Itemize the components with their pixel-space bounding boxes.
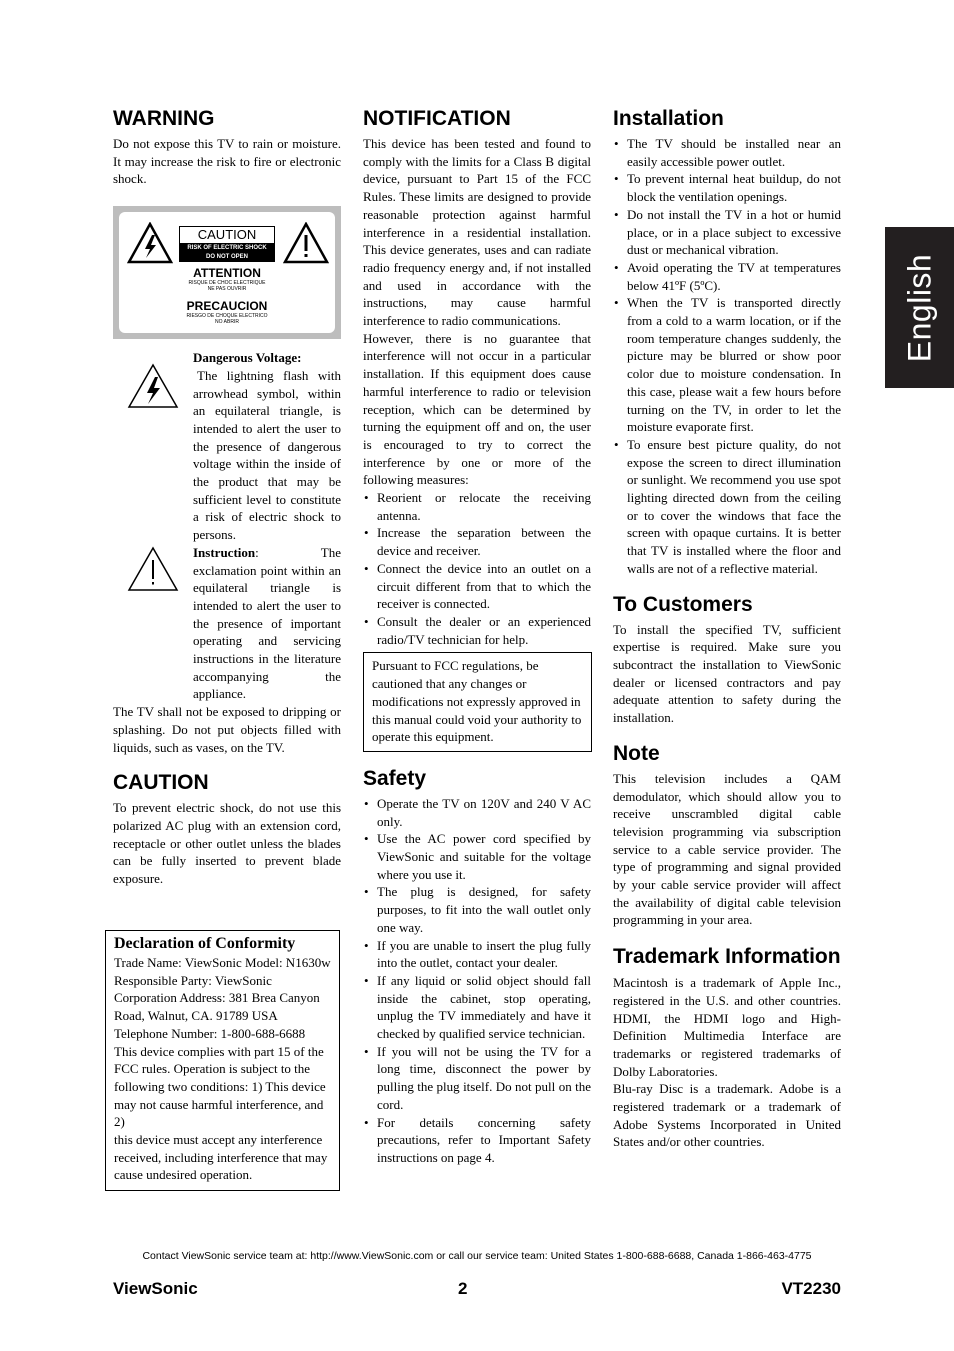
conformity-text-2: this device must accept any interference received, including interference that may cause undesired operation. <box>114 1132 328 1183</box>
contact-line: Contact ViewSonic service team at: http://www.ViewSonic.com or call our service team: United States 1-800-688-6688, Canada 1-866-463-4775 <box>142 1250 812 1262</box>
list-item: • Increase the separation between the device and receiver. <box>363 524 591 559</box>
drip-text: The TV shall not be exposed to dripping or splashing. Do not put objects filled with liquids, such as vases, on the TV. <box>113 704 341 755</box>
list-item: • For details concerning safety precautions, refer to Important Safety instructions on page 4. <box>363 1114 591 1167</box>
instruction-block <box>113 544 341 703</box>
list-item: • Do not install the TV in a hot or humid place, or in a place subject to excessive dust or mechanical vibration. <box>613 206 841 259</box>
safety-heading: Safety <box>363 766 427 790</box>
list-item: • The TV should be installed near an easily accessible power outlet. <box>613 135 841 170</box>
caution-heading: CAUTION <box>113 771 209 795</box>
list-item: • Use the AC power cord specified by ViewSonic and suitable for the voltage where you use it. <box>363 830 591 883</box>
customers-text: To install the specified TV, sufficient expertise is required. Make sure you subcontract the installation to ViewSonic dealer or licensed contractors and pay adequate attention to safety during the installation. <box>613 621 841 726</box>
exclamation-warning-icon <box>283 222 329 264</box>
safety-list <box>363 795 591 1167</box>
lightning-warning-icon <box>127 222 173 264</box>
list-item: • If you will not be using the TV for a long time, disconnect the power by pulling the plug itself. Do not pull on the cord. <box>363 1043 591 1114</box>
warning-heading: WARNING <box>113 107 215 130</box>
installation-heading: Installation <box>613 107 724 130</box>
footer-brand: ViewSonic <box>113 1279 198 1298</box>
list-item: • If you are unable to insert the plug fully into the outlet, contact your dealer. <box>363 937 591 972</box>
label-caution: CAUTION <box>179 226 275 244</box>
fcc-regulations-box: Pursuant to FCC regulations, be cautioned that any changes or modifications not expressly approved in this manual could void your authority to operate this equipment. <box>363 652 592 752</box>
dangerous-voltage-block <box>113 349 341 544</box>
list-item: • Reorient or relocate the receiving antenna. <box>363 489 591 524</box>
list-item: • To ensure best picture quality, do not expose the screen to direct illumination or sunlight. We recommend you use spot lighting directed down from the ceiling or to cover the windows that face the screen with opaque curtains. It is better that TV is installed where the floor and walls are not of a reflective material. <box>613 436 841 578</box>
instruction-paragraph <box>193 544 341 703</box>
lightning-triangle-icon <box>127 363 179 409</box>
notification-measures-list <box>363 489 591 648</box>
column-middle <box>363 106 591 1167</box>
list-item: • Avoid operating the TV at temperatures below 41ºF (5ºC). <box>613 259 841 294</box>
declaration-of-conformity-box <box>105 930 340 1191</box>
conformity-title: Declaration of Conformity <box>114 935 296 952</box>
column-right <box>613 106 841 1151</box>
column-left <box>113 106 341 888</box>
caution-text: To prevent electric shock, do not use this polarized AC plug with an extension cord, receptacle or other outlet unless the blades can be fully inserted to prevent blade exposure. <box>113 800 341 887</box>
caution-label-image <box>113 206 341 339</box>
trademark-text-2: Blu-ray Disc is a trademark. Adobe is a registered trademark or a trademark of Adobe Systems Incorporated in United States and/or other countries. <box>613 1081 841 1150</box>
label-precaucion-sub2: NO ABRIR <box>215 319 239 326</box>
notification-text-2: However, there is no guarantee that interference will not occur in a particular installation. If this equipment does cause harmful interference to radio or television reception, which can be determined by turning the equipment off and on, the user is encouraged to try to correct the interference by one or more of the following measures: <box>363 330 591 488</box>
list-item: • The plug is designed, for safety purposes, to fit into the wall outlet only one way. <box>363 883 591 936</box>
page-number: 2 <box>458 1279 468 1298</box>
label-attention: ATTENTION <box>193 266 261 281</box>
dangerous-voltage-title: Dangerous Voltage: <box>193 350 302 366</box>
language-tab <box>885 227 954 388</box>
instruction-text: : The exclamation point within an equilateral triangle is intended to alert the user to the presence of important operating and servicing instructions in the literature accompanying the appliance. <box>193 544 341 702</box>
trademark-heading: Trademark Information <box>613 945 841 969</box>
instruction-title: Instruction <box>193 544 256 560</box>
exclamation-triangle-icon <box>127 546 179 592</box>
installation-list <box>613 135 841 578</box>
trademark-text-1: Macintosh is a trademark of Apple Inc., registered in the U.S. and other countries. HDMI, the HDMI logo and High-Definition Multimedia Interface are trademarks or registered trademarks of Dolby Laboratories. <box>613 975 841 1079</box>
label-precaucion: PRECAUCION <box>186 299 268 314</box>
label-attention-sub2: NE PAS OUVRIR <box>207 286 247 293</box>
label-attention-sub1: RISQUE DE CHOC ELECTRIQUE <box>188 280 266 287</box>
conformity-text-1: Trade Name: ViewSonic Model: N1630w Responsible Party: ViewSonic Corporation Address: 381 Brea Canyon Road, Walnut, CA. 91789 USA Telephone Number: 1-800-688-6688 This device complies with part 15 of the FCC rules. Operation is subject to the following two conditions: 1) This device may not cause harmful interference, and 2) <box>114 955 331 1130</box>
list-item: • To prevent internal heat buildup, do not block the ventilation openings. <box>613 170 841 205</box>
footer-model: VT2230 <box>781 1279 841 1298</box>
list-item: • If any liquid or solid object should fall inside the cabinet, stop operating, unplug the TV immediately and have it checked by qualified service technician. <box>363 972 591 1043</box>
note-text: This television includes a QAM demodulator, which should allow you to receive unscrambled digital cable television programming via subscription service to a cable service provider. The type of programming and signal provided by your cable service provider will affect the availability of digital cable television programming in your area. <box>613 770 841 928</box>
list-item: • Connect the device into an outlet on a circuit different from that to which the receiver is connected. <box>363 560 591 613</box>
label-risk-line1: RISK OF ELECTRIC SHOCK <box>179 244 275 253</box>
language-tab-label: English <box>901 253 937 362</box>
warning-text: Do not expose this TV to rain or moisture. It may increase the risk to fire or electronic shock. <box>113 136 341 187</box>
label-precaucion-sub1: RIESGO DE CHOQUE ELECTRICO <box>186 313 268 320</box>
notification-heading: NOTIFICATION <box>363 107 511 130</box>
notification-text-1: This device has been tested and found to comply with the limits for a Class B digital device, pursuant to Part 15 of the FCC Rules. These limits are designed to provide reasonable protection against harmful interference in a residential installation. This device generates, uses and can radiate radio frequency energy and, if not installed and used in accordance with the instructions, may cause harmful interference to radio communications. <box>363 136 591 329</box>
list-item: • When the TV is transported directly from a cold to a warm location, or if the room temperature changes suddenly, the picture may be blurred or show poor color due to moisture condensation. In this case, please wait a few hours before turning on the TV, in order to let the moisture evaporate first. <box>613 294 841 436</box>
label-risk-line2: DO NOT OPEN <box>179 253 275 262</box>
list-item: • Consult the dealer or an experienced radio/TV technician for help. <box>363 613 591 648</box>
customers-heading: To Customers <box>613 592 753 616</box>
list-item: • Operate the TV on 120V and 240 V AC only. <box>363 795 591 830</box>
dangerous-voltage-text: The lightning flash with arrowhead symbol, within an equilateral triangle, is intended to alert the user to the presence of dangerous voltage within the inside of the product that may be sufficient level to constitute a risk of electric shock to persons. <box>193 367 341 543</box>
note-heading: Note <box>613 741 660 765</box>
